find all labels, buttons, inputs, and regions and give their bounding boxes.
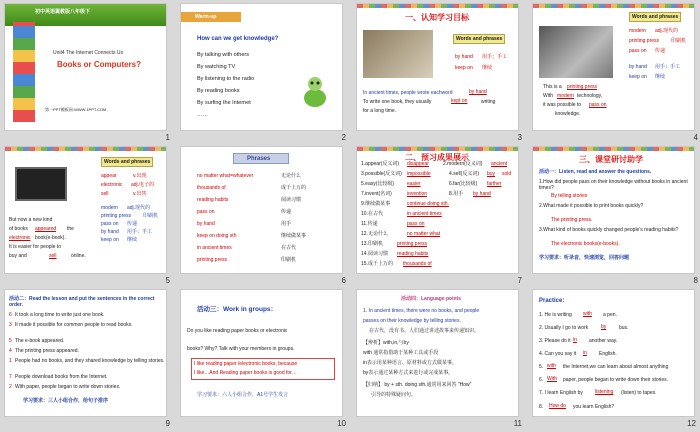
textbook-label: 初中英语冀教版八年级下	[35, 9, 91, 15]
word-item: keep on	[455, 65, 473, 71]
word-meaning: 印刷机	[671, 38, 687, 44]
discussion-prompt: books? Why? Talk with your members in groups.	[187, 346, 295, 352]
practice-text: 1. He is writing	[539, 312, 572, 318]
word-meaning: 继续	[482, 65, 493, 71]
word-meaning: 用手；手工	[482, 54, 508, 60]
exercise-answer: invention	[407, 191, 428, 197]
question-text: How can we get knowledge?	[197, 36, 279, 42]
list-item: ……	[197, 112, 208, 118]
slide-number: 10	[337, 419, 346, 428]
practice-text: (listen) to tapes.	[621, 390, 657, 396]
order-number: 2	[9, 384, 12, 390]
exercise-answer: continue doing sth.	[407, 201, 449, 207]
exercise-answer: disappear	[407, 161, 429, 167]
top-stripe	[357, 147, 518, 151]
order-sentence: The printing press appeared.	[15, 348, 79, 354]
words-and-phrases-box: Words and phrases	[629, 12, 681, 22]
word-meaning: 用手；手工	[655, 64, 681, 70]
phrases-badge: Phrases	[247, 156, 271, 162]
slide-number: 8	[693, 276, 698, 285]
sentence-text: It is easier for people to	[9, 244, 61, 250]
language-point-text: 【辨析】with,in,与by	[363, 340, 409, 346]
fill-answer: printing press	[567, 84, 598, 90]
slide-number: 2	[341, 133, 346, 142]
language-point-text: 1. In ancient times, there were no books, and people	[363, 308, 480, 314]
fill-answer: modern	[557, 93, 574, 99]
exercise-question: 4.sell(反义词)	[449, 171, 480, 177]
question-text: 2.What made it possible to print books quickly?	[539, 203, 644, 209]
word-meaning: v.出售	[133, 191, 147, 197]
order-number: 4	[9, 348, 12, 354]
word-item: pass on	[629, 48, 647, 54]
order-sentence: People download books from the Internet.	[15, 374, 108, 380]
exercise-question: 7.invent(名词)	[361, 191, 392, 197]
language-point-text: 【归纳】 by + sth. doing sth.通常用来回答 "How"	[363, 382, 472, 388]
top-stripe	[357, 4, 518, 8]
word-meaning: 传递	[655, 48, 666, 54]
word-item: printing press	[629, 38, 660, 44]
practice-text: the Internet,we can learn about almost anything	[563, 364, 669, 370]
word-meaning: 继续	[655, 74, 666, 80]
phrase-en: no matter what=whatever	[197, 173, 254, 179]
order-sentence: It made it possible for common people to read books.	[15, 322, 133, 328]
exercise-question: 3.possible(反义词)	[361, 171, 402, 177]
word-meaning: adj.现代的	[127, 205, 151, 211]
word-item: modern	[101, 205, 118, 211]
activity-heading: 活动二：Read the lesson and put the sentences in the correct order.	[9, 296, 155, 308]
fill-answer: by hand	[469, 89, 487, 95]
language-point-text: in表示用某种语言、原材料或方式做某事。	[363, 360, 457, 366]
exercise-answer: easier	[407, 181, 421, 187]
slide-title: 一、认知学习目标	[405, 13, 469, 22]
practice-text: paper, people began to write down their stories.	[563, 377, 669, 383]
sentence-frame: I like reading paper /electronic books, because	[194, 361, 298, 367]
phrase-en: reading habits	[197, 197, 229, 203]
sentence-text: it was possible to	[543, 102, 582, 108]
list-item: By surfing the Internet	[197, 100, 251, 106]
slide-11-thumbnail[interactable]	[356, 289, 519, 417]
slide-4-thumbnail[interactable]	[532, 3, 695, 131]
word-item: keep on	[101, 237, 119, 243]
phrase-zh: 无论什么	[281, 173, 302, 179]
answer-text: The printing press.	[551, 217, 593, 223]
practice-text: 6.	[539, 377, 544, 383]
practice-text: 2. Usually I go to work	[539, 325, 589, 331]
sentence-text: buy and	[9, 253, 27, 259]
sentence-text: With	[543, 93, 553, 99]
order-sentence: It took a long time to write just one book.	[15, 312, 105, 318]
practice-answer: in	[573, 337, 577, 343]
paragraph-text: In ancient times, people wrote eachword	[363, 90, 453, 96]
practice-answer: in	[583, 350, 587, 356]
exercise-question: 13.印刷机	[361, 241, 383, 247]
slide-number: 7	[517, 276, 522, 285]
exercise-answer: reading habits	[397, 251, 429, 257]
word-meaning: adj.电子的	[131, 182, 155, 188]
slide-number: 1	[165, 133, 170, 142]
exercise-answer: sold	[502, 171, 512, 177]
exercise-answer: farther	[487, 181, 502, 187]
word-item: modern	[629, 28, 646, 34]
exercise-answer: thousands of	[403, 261, 432, 267]
exercise-answer: in ancient times	[407, 211, 442, 217]
exercise-question: 6.far(比较级)	[449, 181, 478, 187]
unit-label: Unit4 The Internet Connects Us	[53, 50, 123, 56]
fill-answer: electronic	[9, 235, 31, 241]
warmup-badge: Warm-up	[195, 14, 217, 20]
answer-text: By telling stories	[551, 193, 588, 199]
ancient-writing-image	[363, 30, 433, 78]
exercise-question: 2.modern(反义词)	[443, 161, 483, 167]
exercise-answer: pass on	[407, 221, 425, 227]
top-stripe	[5, 147, 166, 151]
activity-heading: 活动三：Work in groups：	[197, 306, 278, 313]
order-number: 1	[9, 358, 12, 364]
order-number: 3	[9, 322, 12, 328]
language-point-text: 在古代，没有书。人们通过讲述故事来传递知识。	[369, 328, 480, 334]
turtle-cartoon-image	[301, 74, 329, 110]
slide-7-thumbnail[interactable]	[356, 146, 519, 274]
question-text: 1.How did people pass on their knowledge without books in ancient times?	[539, 179, 688, 191]
exercise-answer: impossible	[407, 171, 431, 177]
slide-title: Books or Computers?	[57, 60, 142, 69]
ebook-reader-image	[15, 167, 67, 201]
list-item: By talking with others	[197, 52, 249, 58]
word-item: sell	[101, 191, 109, 197]
paragraph-text: for a long time.	[363, 108, 397, 114]
practice-text: 5.	[539, 364, 544, 370]
practice-text: 7. I learn English by	[539, 390, 583, 396]
sentence-text: technology,	[577, 93, 603, 99]
slide-title: 活动四：Language points	[401, 296, 462, 302]
exercise-answer: printing press	[397, 241, 428, 247]
learning-requirement: 学习要求：听录音，快速浏览，回答问题	[539, 255, 630, 261]
phrase-zh: 在古代	[281, 245, 297, 251]
word-item: printing press	[101, 213, 132, 219]
slide-12-thumbnail[interactable]	[532, 289, 695, 417]
slide-1-thumbnail[interactable]	[4, 3, 167, 131]
phrase-zh: 传递	[281, 209, 292, 215]
slide-number: 4	[693, 133, 698, 142]
exercise-question: 10.在古代	[361, 211, 383, 217]
top-stripe	[533, 4, 694, 8]
exercise-question: 14.阅读习惯	[361, 251, 388, 257]
answer-text: The electronic books(e-books).	[551, 241, 620, 247]
exercise-question: 15.成千上万的	[361, 261, 393, 267]
practice-text: 4. Can you say it	[539, 351, 577, 357]
practice-text: a pen.	[603, 312, 617, 318]
slide-number: 5	[165, 276, 170, 285]
exercise-answer: buy	[487, 171, 496, 177]
list-item: By watching TV	[197, 64, 236, 70]
language-point-text: with 通常指借助于某种工具或手段	[363, 350, 439, 356]
practice-answer: with	[547, 363, 556, 369]
slide-10-thumbnail[interactable]	[180, 289, 343, 417]
phrase-en: by hand	[197, 221, 215, 227]
slide-2-thumbnail[interactable]	[180, 3, 343, 131]
slide-title: 二、预习成果展示	[405, 153, 469, 162]
phrase-zh: 阅读习惯	[281, 197, 302, 203]
order-number: 6	[9, 312, 12, 318]
pencil-decoration	[13, 22, 35, 122]
practice-text: another way.	[589, 338, 618, 344]
discussion-prompt: Do you like reading paper books or electronic	[187, 328, 288, 334]
language-point-text: by表示通过某种方式来进行或完成某事。	[363, 370, 454, 376]
activity-heading: 活动一：Listen, read and answer the questions.	[539, 169, 652, 175]
exercise-question: 1.appear(反义词)	[361, 161, 400, 167]
practice-text: 3. Please do it	[539, 338, 571, 344]
slide-number: 3	[517, 133, 522, 142]
word-meaning: 印刷机	[143, 213, 159, 219]
slide-9-thumbnail[interactable]	[4, 289, 167, 417]
sentence-text: of books	[9, 226, 28, 232]
learning-requirement: 学习要求：三人小组合作，给句子排序	[23, 398, 109, 404]
question-text: 3.What kind of books quickly changed people's reading habits?	[539, 227, 679, 233]
word-item: by hand	[455, 54, 473, 60]
slide-5-thumbnail[interactable]	[4, 146, 167, 274]
word-meaning: 用手；手工	[127, 229, 153, 235]
phrase-en: printing press	[197, 257, 228, 263]
fill-answer: appeared	[35, 226, 57, 232]
language-point-text: passes on their knowledge by telling stories.	[363, 318, 461, 324]
slide-6-thumbnail[interactable]	[180, 146, 343, 274]
printing-press-image	[539, 26, 613, 78]
slide-8-thumbnail[interactable]	[532, 146, 695, 274]
exercise-question: 9.继续做某事	[361, 201, 391, 207]
sentence-frame: I like…And Reading paper books is good for…	[194, 370, 297, 376]
footer-text: 第一PPT模板网-WWW.1PPT.COM	[45, 107, 107, 112]
fill-answer: sell	[49, 253, 57, 259]
sentence-text: But now a new kind	[9, 217, 53, 223]
slide-number: 9	[165, 419, 170, 428]
practice-answer: How do	[549, 403, 566, 409]
list-item: By reading books	[197, 88, 240, 94]
order-sentence: The e-book appeared.	[15, 338, 65, 344]
exercise-question: 12.无论什么	[361, 231, 388, 237]
practice-answer: by	[601, 324, 607, 330]
phrase-zh: 继续做某事	[281, 233, 307, 239]
word-item: by hand	[629, 64, 647, 70]
word-meaning: v.出现	[133, 173, 147, 179]
exercise-question: 11.传递	[361, 221, 378, 227]
fill-answer: pass on	[589, 102, 607, 108]
sentence-text: This is a	[543, 84, 562, 90]
phrase-zh: 成千上万的	[281, 185, 307, 191]
word-item: keep on	[629, 74, 647, 80]
exercise-question: 5.easy(比较级)	[361, 181, 395, 187]
phrase-en: thousands of	[197, 185, 226, 191]
word-meaning: 继续	[127, 237, 138, 243]
exercise-answer: by hand	[473, 191, 491, 197]
practice-text: 8.	[539, 404, 544, 410]
word-meaning: 传递	[127, 221, 138, 227]
fill-answer: kept on	[451, 98, 468, 104]
words-and-phrases-box: Words and phrases	[453, 34, 505, 44]
order-sentence: People had no books, and they shared knowledge by telling stories.	[15, 358, 165, 364]
exercise-answer: ancient	[491, 161, 508, 167]
practice-text: English.	[599, 351, 617, 357]
slide-number: 12	[687, 419, 696, 428]
word-item: pass on	[101, 221, 119, 227]
learning-requirement: 学习要求：六人小组合作，A1号学生发言	[197, 392, 289, 398]
phrase-en: in ancient times	[197, 245, 232, 251]
order-sentence: With paper, people began to write down stories.	[15, 384, 121, 390]
sentence-text: the	[67, 226, 74, 232]
phrase-zh: 印刷机	[281, 257, 297, 263]
phrase-en: keep on doing sth	[197, 233, 237, 239]
slide-title: Practice:	[539, 298, 565, 304]
list-item: By listening to the radio	[197, 76, 255, 82]
practice-answer: listening	[595, 389, 614, 395]
sentence-text: knowledge.	[555, 111, 581, 117]
language-point-text: 引导的特殊疑问句。	[371, 392, 417, 398]
exercise-answer: no matter what	[407, 231, 441, 237]
slide-number: 6	[341, 276, 346, 285]
phrase-zh: 用手	[281, 221, 292, 227]
word-meaning: adj.现代的	[655, 28, 679, 34]
phrase-en: pass on	[197, 209, 215, 215]
paragraph-text: writing	[481, 99, 496, 105]
word-item: appear	[101, 173, 117, 179]
order-number: 7	[9, 374, 12, 380]
practice-answer: with	[583, 311, 592, 317]
paragraph-text: To write one book, they usually	[363, 99, 432, 105]
slide-number: 11	[513, 419, 522, 428]
words-and-phrases-box: Words and phrases	[101, 157, 153, 167]
word-item: by hand	[101, 229, 119, 235]
word-item: electronic	[101, 182, 123, 188]
slide-3-thumbnail[interactable]	[356, 3, 519, 131]
order-number: 5	[9, 338, 12, 344]
slide-title: 三、课堂研讨助学	[579, 155, 643, 164]
exercise-question: 8.用手	[449, 191, 464, 197]
practice-text: you learn English?	[573, 404, 615, 410]
practice-text: bus.	[619, 325, 629, 331]
top-stripe	[533, 147, 694, 151]
practice-answer: With	[547, 376, 557, 382]
sentence-text: book(e-book).	[35, 235, 66, 241]
sentence-text: online.	[71, 253, 86, 259]
